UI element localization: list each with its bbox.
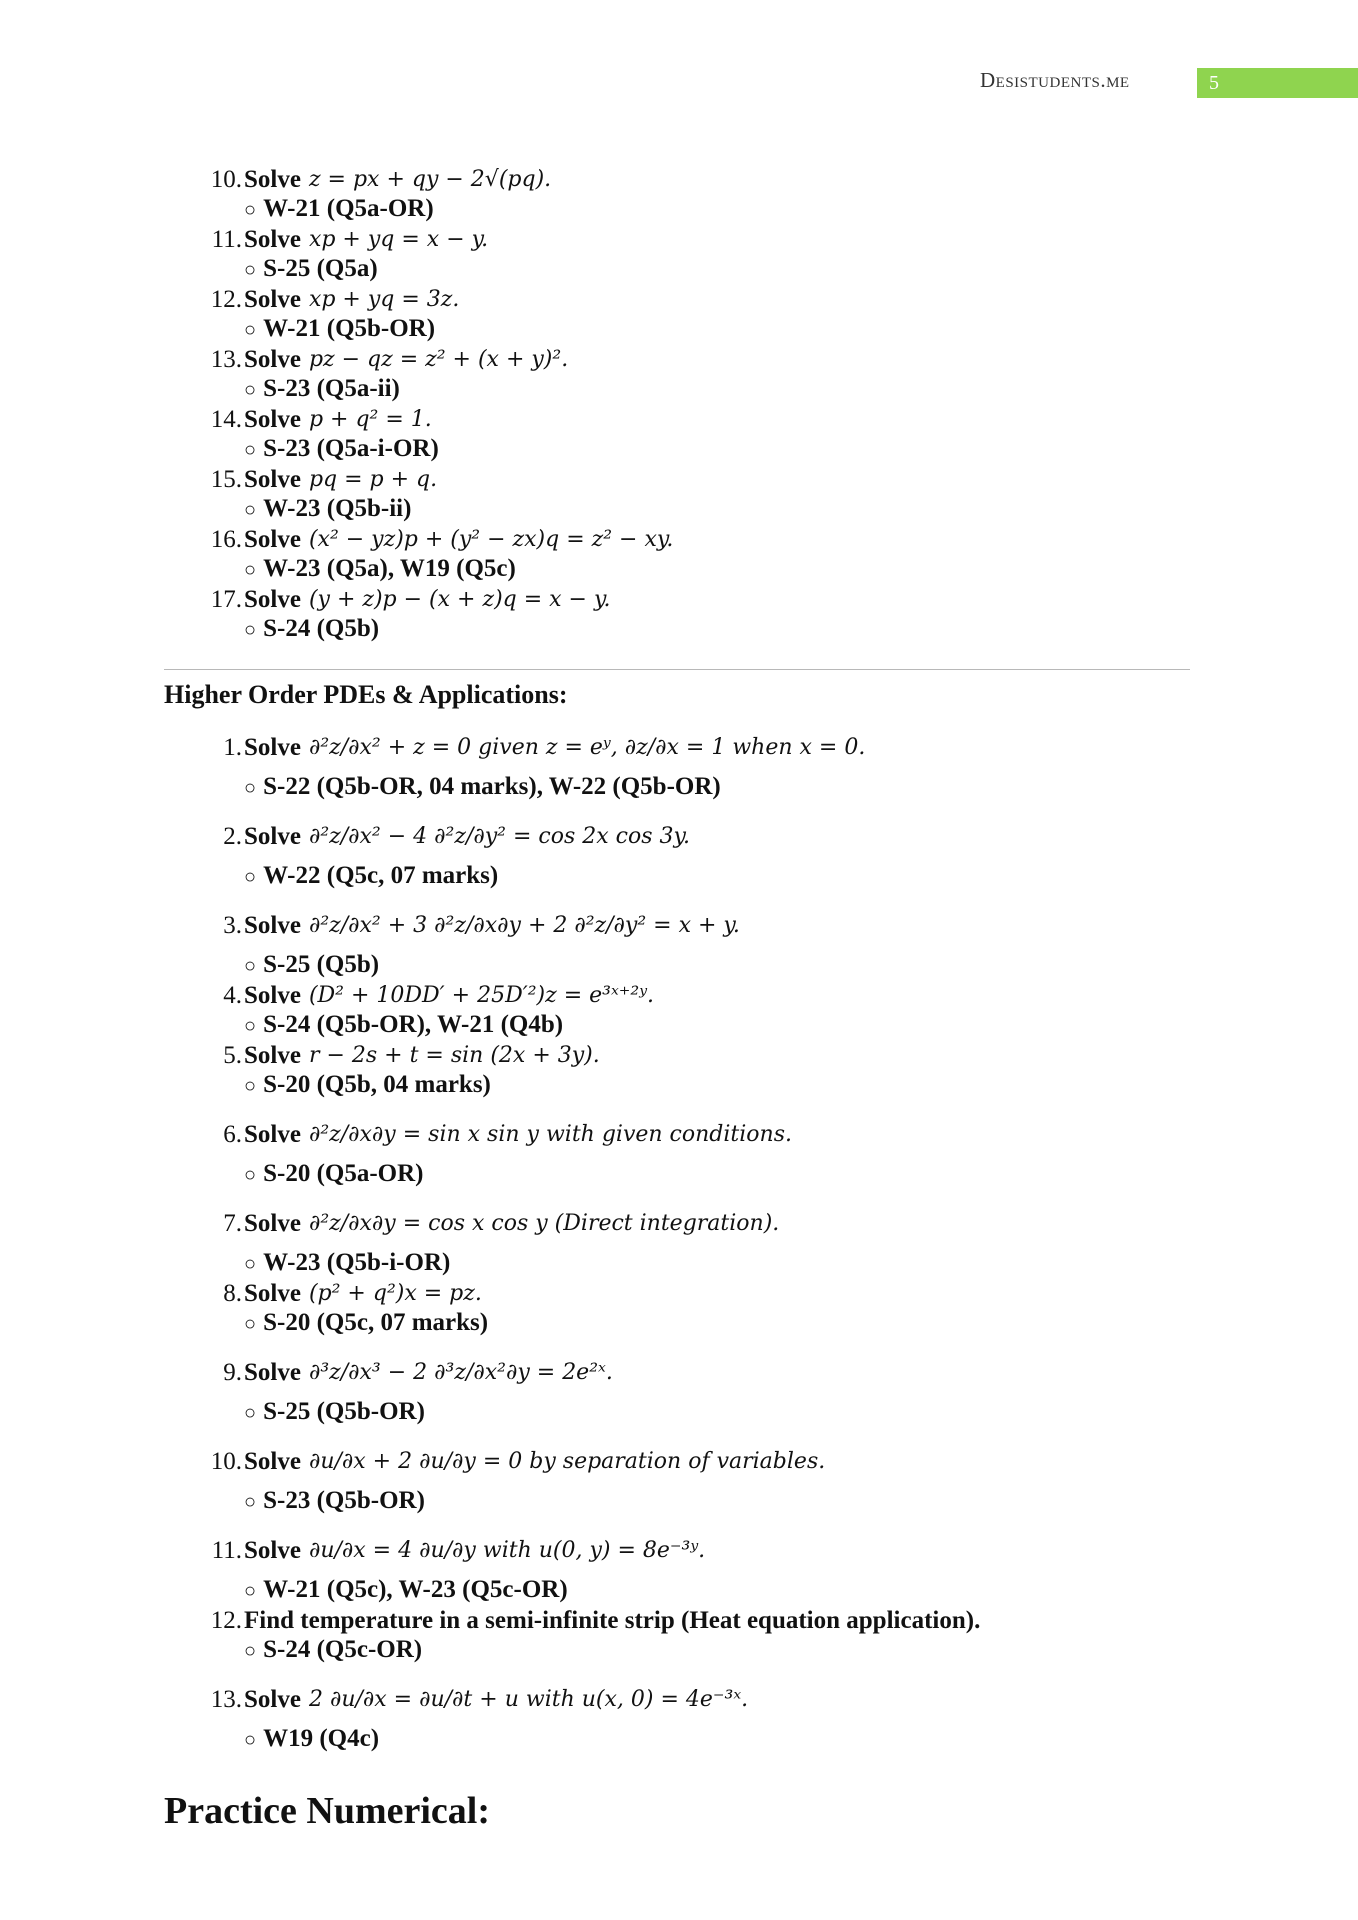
item-expression: z = px + qy − 2√(pq). xyxy=(308,167,552,192)
item-label: Solve xyxy=(244,1280,301,1307)
exam-source: ○ W-23 (Q5a), W19 (Q5c) xyxy=(244,555,516,582)
item-number: 15. xyxy=(210,466,242,493)
list-item xyxy=(164,892,1204,981)
item-expression: ∂²z/∂x² + 3 ∂²z/∂x∂y + 2 ∂²z/∂y² = x + y. xyxy=(308,912,740,938)
item-expression: (y + z)p − (x + z)q = x − y. xyxy=(308,587,611,612)
item-number: 4. xyxy=(223,982,242,1009)
list-item xyxy=(164,285,1204,345)
item-label: Solve xyxy=(244,1120,301,1148)
item-number: 3. xyxy=(223,911,242,939)
list-item xyxy=(164,525,1204,585)
exam-source: ○ S-23 (Q5a-i-OR) xyxy=(244,435,439,462)
item-expression: xp + yq = 3z. xyxy=(308,287,460,312)
list-item xyxy=(164,585,1204,645)
item-label: Solve xyxy=(244,733,301,761)
list-item xyxy=(164,803,1204,892)
item-label: Solve xyxy=(244,466,301,493)
exam-source: ○ S-23 (Q5b-OR) xyxy=(244,1487,425,1514)
item-number: 11. xyxy=(211,1536,242,1564)
item-number: 2. xyxy=(223,822,242,850)
exam-source: ○ W-22 (Q5c, 07 marks) xyxy=(244,862,499,889)
item-expression: 2 ∂u/∂x = ∂u/∂t + u with u(x, 0) = 4e⁻³ˣ. xyxy=(308,1686,749,1712)
item-label: Solve xyxy=(244,1042,301,1069)
list-item xyxy=(164,1041,1204,1101)
list-item xyxy=(164,345,1204,405)
item-number: 17. xyxy=(210,586,242,613)
exam-source: ○ S-20 (Q5b, 04 marks) xyxy=(244,1071,491,1098)
exam-source: ○ S-22 (Q5b-OR, 04 marks), W-22 (Q5b-OR) xyxy=(244,773,721,800)
exam-source: ○ W-21 (Q5a-OR) xyxy=(244,195,434,222)
item-number: 13. xyxy=(210,1685,242,1713)
list-item xyxy=(164,1279,1204,1339)
list-item xyxy=(164,405,1204,465)
list-item xyxy=(164,165,1204,225)
list-item xyxy=(164,1339,1204,1428)
item-number: 10. xyxy=(210,1447,242,1475)
item-number: 6. xyxy=(223,1120,242,1148)
list-item xyxy=(164,981,1204,1041)
item-label: Find temperature in a semi-infinite strip (Heat equation application). xyxy=(244,1607,981,1634)
exam-source: ○ S-24 (Q5c-OR) xyxy=(244,1636,423,1663)
item-number: 1. xyxy=(223,733,242,761)
exam-source: ○ W-23 (Q5b-i-OR) xyxy=(244,1249,451,1276)
document-body xyxy=(164,165,1204,1833)
item-label: Solve xyxy=(244,346,301,373)
item-number: 14. xyxy=(210,406,242,433)
list-item xyxy=(164,1517,1204,1606)
exam-source: ○ S-23 (Q5a-ii) xyxy=(244,375,400,402)
item-number: 12. xyxy=(210,286,242,313)
list-item xyxy=(164,1606,1204,1666)
exam-source: ○ S-25 (Q5b) xyxy=(244,951,380,978)
site-name: Desistudents.me xyxy=(980,68,1130,92)
list-item xyxy=(164,1101,1204,1190)
item-expression: xp + yq = x − y. xyxy=(308,227,489,252)
item-label: Solve xyxy=(244,982,301,1009)
list-item xyxy=(164,1666,1204,1755)
exam-source: ○ W-21 (Q5c), W-23 (Q5c-OR) xyxy=(244,1576,568,1603)
list-item xyxy=(164,1190,1204,1279)
list-item xyxy=(164,714,1204,803)
item-number: 5. xyxy=(223,1042,242,1069)
item-expression: ∂³z/∂x³ − 2 ∂³z/∂x²∂y = 2e²ˣ. xyxy=(308,1359,613,1385)
exam-source: ○ W-23 (Q5b-ii) xyxy=(244,495,412,522)
exam-source: ○ W-21 (Q5b-OR) xyxy=(244,315,436,342)
exam-source: ○ S-24 (Q5b) xyxy=(244,615,380,642)
item-expression: pq = p + q. xyxy=(308,467,438,492)
item-number: 10. xyxy=(210,166,242,193)
item-expression: (x² − yz)p + (y² − zx)q = z² − xy. xyxy=(308,527,674,552)
list-item xyxy=(164,225,1204,285)
item-label: Solve xyxy=(244,286,301,313)
item-label: Solve xyxy=(244,1447,301,1475)
item-label: Solve xyxy=(244,586,301,613)
item-label: Solve xyxy=(244,1685,301,1713)
item-number: 7. xyxy=(223,1209,242,1237)
item-label: Solve xyxy=(244,1536,301,1564)
item-label: Solve xyxy=(244,1358,301,1386)
item-number: 9. xyxy=(223,1358,242,1386)
exam-source: ○ S-24 (Q5b-OR), W-21 (Q4b) xyxy=(244,1011,564,1038)
item-expression: ∂u/∂x + 2 ∂u/∂y = 0 by separation of variables. xyxy=(308,1448,826,1474)
item-expression: ∂²z/∂x∂y = cos x cos y (Direct integration). xyxy=(308,1210,780,1236)
item-label: Solve xyxy=(244,822,301,850)
item-label: Solve xyxy=(244,526,301,553)
item-label: Solve xyxy=(244,226,301,253)
exam-source: ○ W19 (Q4c) xyxy=(244,1725,380,1752)
item-expression: r − 2s + t = sin (2x + 3y). xyxy=(308,1043,600,1068)
item-expression: (D² + 10DD′ + 25D′²)z = e³ˣ⁺²ʸ. xyxy=(308,983,655,1008)
item-expression: ∂²z/∂x∂y = sin x sin y with given conditions. xyxy=(308,1121,792,1147)
list-item xyxy=(164,1428,1204,1517)
exam-source: ○ S-25 (Q5a) xyxy=(244,255,378,282)
exam-source: ○ S-25 (Q5b-OR) xyxy=(244,1398,425,1425)
item-expression: p + q² = 1. xyxy=(308,407,432,432)
item-number: 8. xyxy=(223,1280,242,1307)
section-title: Higher Order PDEs & Applications: xyxy=(164,680,568,709)
item-label: Solve xyxy=(244,406,301,433)
page-number: 5 xyxy=(1197,68,1358,98)
item-expression: (p² + q²)x = pz. xyxy=(308,1281,482,1306)
exam-source: ○ S-20 (Q5c, 07 marks) xyxy=(244,1309,489,1336)
list-item xyxy=(164,465,1204,525)
item-number: 16. xyxy=(210,526,242,553)
exam-source: ○ S-20 (Q5a-OR) xyxy=(244,1160,424,1187)
item-label: Solve xyxy=(244,1209,301,1237)
item-label: Solve xyxy=(244,911,301,939)
item-label: Solve xyxy=(244,166,301,193)
item-expression: pz − qz = z² + (x + y)². xyxy=(308,347,569,372)
practice-heading: Practice Numerical: xyxy=(164,1790,490,1832)
item-number: 13. xyxy=(210,346,242,373)
item-number: 12. xyxy=(210,1607,242,1634)
item-expression: ∂u/∂x = 4 ∂u/∂y with u(0, y) = 8e⁻³ʸ. xyxy=(308,1537,706,1563)
running-header xyxy=(980,68,1130,93)
item-expression: ∂²z/∂x² + z = 0 given z = eʸ, ∂z/∂x = 1 when x = 0. xyxy=(308,734,866,760)
item-expression: ∂²z/∂x² − 4 ∂²z/∂y² = cos 2x cos 3y. xyxy=(308,823,690,849)
item-number: 11. xyxy=(211,226,242,253)
second-question-list xyxy=(164,714,1204,1755)
first-question-list xyxy=(164,165,1204,645)
section-divider xyxy=(164,669,1190,670)
